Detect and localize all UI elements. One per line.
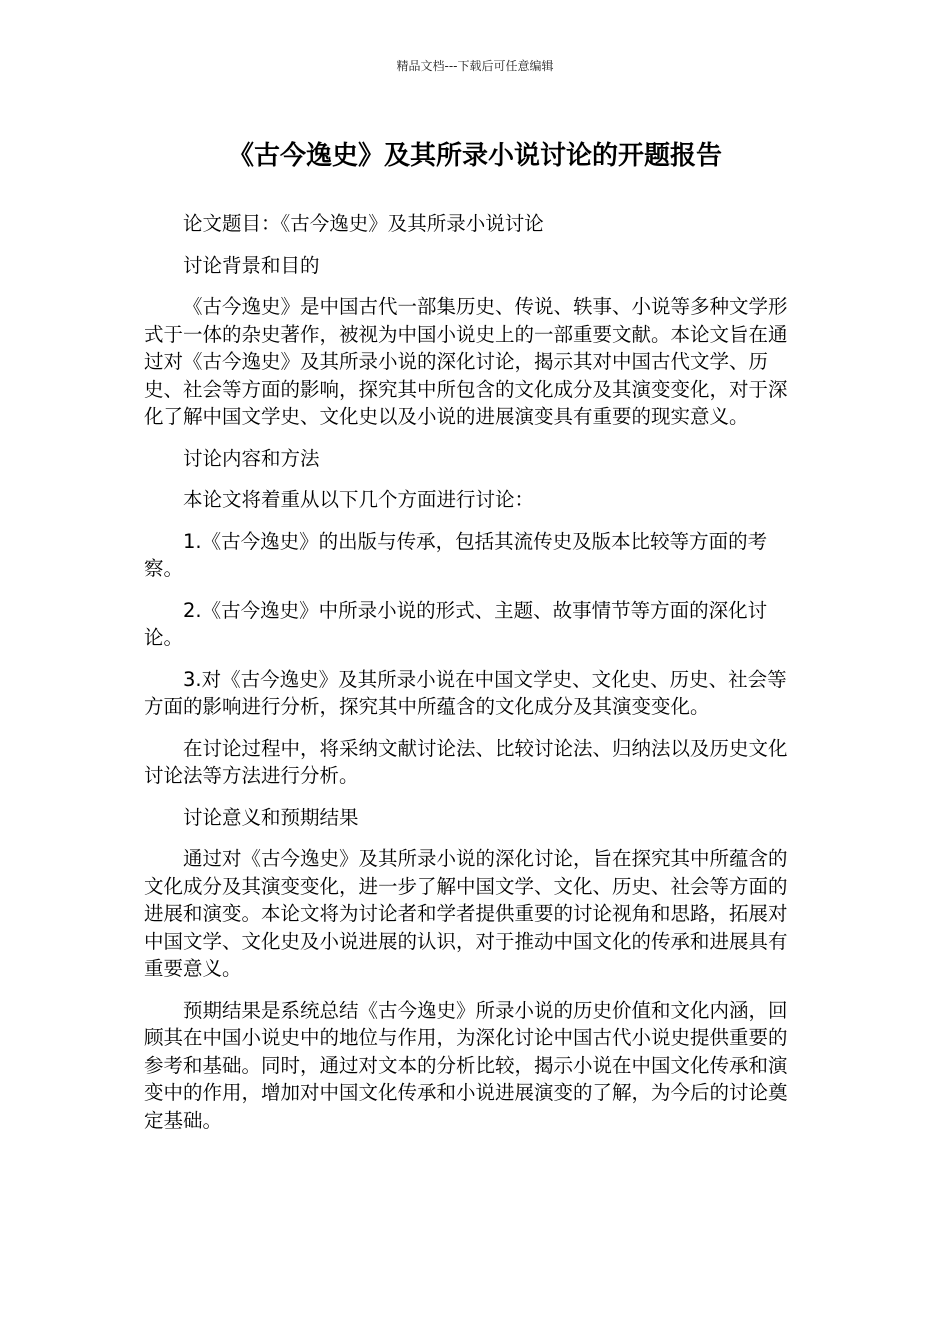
paragraph-heading-content-methods: 讨论内容和方法 xyxy=(183,446,320,470)
paragraph-expected-results: 预期结果是系统总结《古今逸史》所录小说的历史价值和文化内涵，回顾其在中国小说史中的地位与作用，为深化讨论中国古代小说史提供重要的参考和基础。同时，通过对文本的分析比较，揭示小说在中国文化传承和演变中的作用，增加对中国文化传承和小说进展演变的了解，为今后的讨论奠定基础。 xyxy=(144,998,788,1132)
document-body xyxy=(144,210,792,1148)
document-title: 《古今逸史》及其所录小说讨论的开题报告 xyxy=(227,141,722,171)
paragraph-significance: 通过对《古今逸史》及其所录小说的深化讨论，旨在探究其中所蕴含的文化成分及其演变变化，进一步了解中国文学、文化、历史、社会等方面的进展和演变。本论文将为讨论者和学者提供重要的讨论视角和思路，拓展对中国文学、文化史及小说进展的认识，对于推动中国文化的传承和进展具有重要意义。 xyxy=(144,847,788,980)
paragraph-thesis-topic: 论文题目：《古今逸史》及其所录小说讨论 xyxy=(183,212,544,235)
header-note: 精品文档---下载后可任意编辑 xyxy=(396,59,554,73)
paragraph-item-2: 2.《古今逸史》中所录小说的形式、主题、故事情节等方面的深化讨论。 xyxy=(144,598,768,649)
paragraph-methods: 在讨论过程中，将采纳文献讨论法、比较讨论法、归纳法以及历史文化讨论法等方法进行分析。 xyxy=(144,736,788,787)
paragraph-heading-significance: 讨论意义和预期结果 xyxy=(183,805,359,829)
paragraph-item-3: 3.对《古今逸史》及其所录小说在中国文学史、文化史、历史、社会等方面的影响进行分析，探究其中所蕴含的文化成分及其演变变化。 xyxy=(144,667,787,718)
paragraph-heading-background: 讨论背景和目的 xyxy=(183,253,320,277)
paragraph-item-1: 1.《古今逸史》的出版与传承，包括其流传史及版本比较等方面的考察。 xyxy=(144,529,768,580)
paragraph-content-intro: 本论文将着重从以下几个方面进行讨论： xyxy=(183,488,535,511)
paragraph-background: 《古今逸史》是中国古代一部集历史、传说、轶事、小说等多种文学形式于一体的杂史著作，被视为中国小说史上的一部重要文献。本论文旨在通过对《古今逸史》及其所录小说的深化讨论，揭示其对中国古代文学、历史、社会等方面的影响，探究其中所包含的文化成分及其演变变化，对于深化了解中国文学史、文化史以及小说的进展演变具有重要的现实意义。 xyxy=(144,295,788,428)
